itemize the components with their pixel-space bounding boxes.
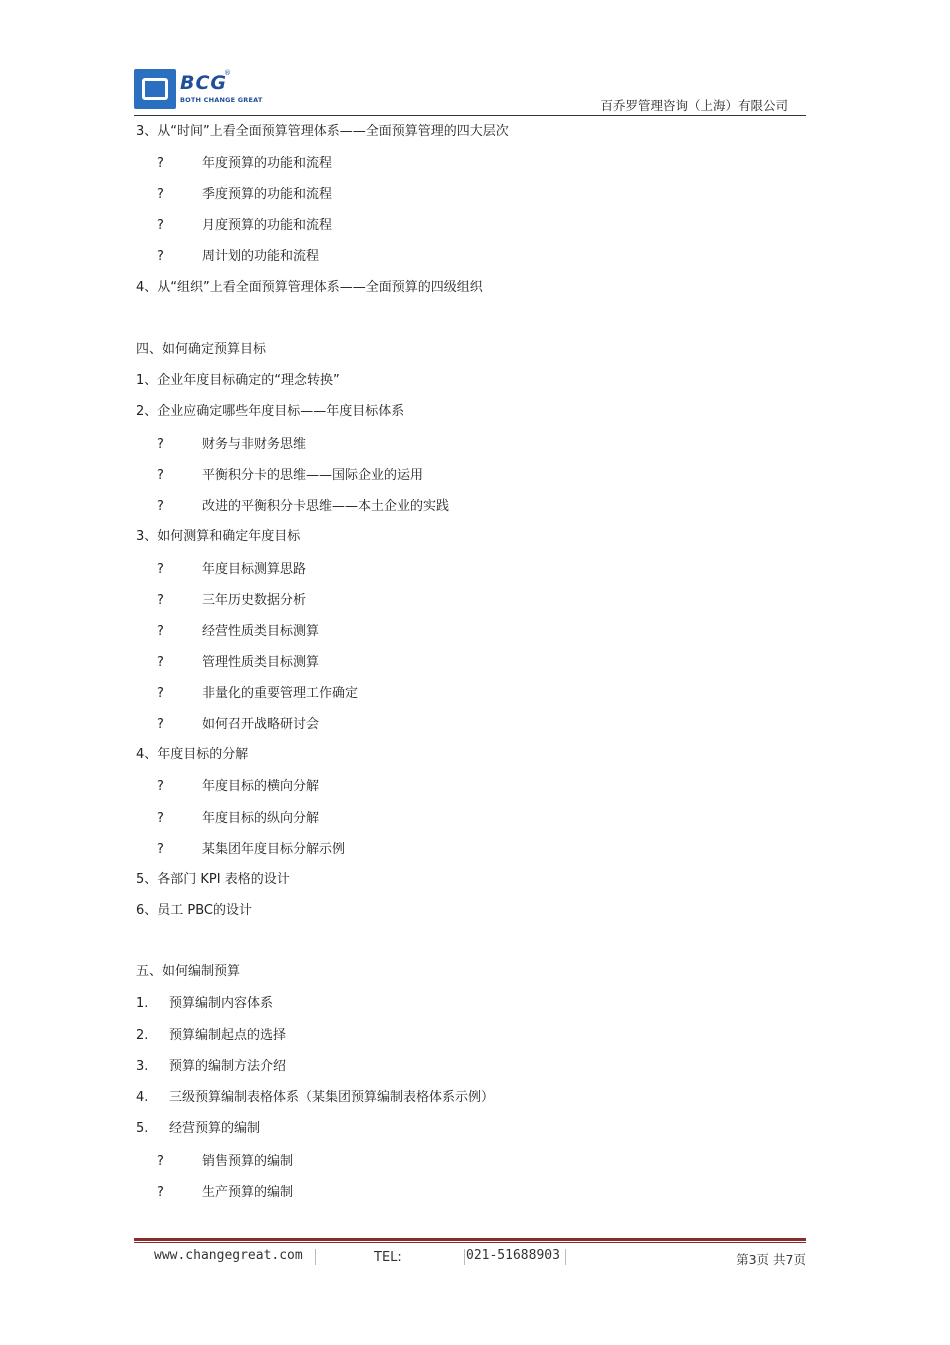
footer-phone: 021-51688903 [466, 1248, 560, 1263]
bullet-item: 月度预算的功能和流程 [202, 218, 333, 233]
bullet-item: 年度预算的功能和流程 [202, 156, 333, 171]
header-rule [134, 115, 806, 116]
bullet-mark: ? [157, 811, 164, 826]
bullet-mark: ? [157, 156, 164, 171]
bullet-item: 某集团年度目标分解示例 [202, 842, 346, 857]
logo-text: BCG [180, 72, 228, 94]
bullet-mark: ? [157, 187, 164, 202]
bullet-item: 年度目标测算思路 [202, 562, 307, 577]
bullet-mark: ? [157, 655, 164, 670]
bullet-mark: ? [157, 624, 164, 639]
bullet-item: 平衡积分卡的思维——国际企业的运用 [202, 468, 424, 483]
numbered-item: 经营预算的编制 [169, 1121, 261, 1136]
outline-item: 2、企业应确定哪些年度目标——年度目标体系 [136, 404, 405, 419]
bullet-mark: ? [157, 468, 164, 483]
outline-item: 5、各部门 KPI 表格的设计 [136, 872, 290, 887]
bullet-item: 生产预算的编制 [202, 1185, 294, 1200]
bullet-mark: ? [157, 717, 164, 732]
company-logo [134, 69, 270, 109]
footer-divider [315, 1249, 316, 1265]
bullet-item: 非量化的重要管理工作确定 [202, 686, 359, 701]
bullet-mark: ? [157, 1185, 164, 1200]
bullet-item: 三年历史数据分析 [202, 593, 307, 608]
bullet-mark: ? [157, 842, 164, 857]
company-name: 百乔罗管理咨询（上海）有限公司 [600, 98, 788, 113]
numbered-item: 预算编制内容体系 [169, 996, 274, 1011]
footer-rule-thin [134, 1242, 806, 1243]
outline-item: 6、员工 PBC的设计 [136, 903, 253, 918]
bullet-mark: ? [157, 1154, 164, 1169]
numbered-mark: 4. [136, 1090, 149, 1105]
bullet-mark: ? [157, 437, 164, 452]
bullet-mark: ? [157, 499, 164, 514]
footer-tel-label: TEL: [374, 1250, 402, 1265]
bullet-item: 如何召开战略研讨会 [202, 717, 320, 732]
numbered-mark: 3. [136, 1059, 149, 1074]
bullet-item: 周计划的功能和流程 [202, 249, 320, 264]
bullet-mark: ? [157, 779, 164, 794]
bullet-mark: ? [157, 249, 164, 264]
logo-mark-icon [134, 69, 176, 109]
logo-subtitle: BOTH CHANGE GREAT [180, 96, 263, 104]
numbered-mark: 5. [136, 1121, 149, 1136]
bullet-item: 季度预算的功能和流程 [202, 187, 333, 202]
bullet-item: 改进的平衡积分卡思维——本土企业的实践 [202, 499, 450, 514]
bullet-item: 管理性质类目标测算 [202, 655, 320, 670]
outline-item: 4、年度目标的分解 [136, 747, 249, 762]
bullet-item: 经营性质类目标测算 [202, 624, 320, 639]
section-heading: 五、如何编制预算 [136, 964, 241, 979]
bullet-mark: ? [157, 562, 164, 577]
bullet-mark: ? [157, 686, 164, 701]
outline-item: 3、从“时间”上看全面预算管理体系——全面预算管理的四大层次 [136, 124, 509, 139]
numbered-mark: 1. [136, 996, 149, 1011]
bullet-mark: ? [157, 218, 164, 233]
footer-website: www.changegreat.com [154, 1248, 303, 1263]
bullet-item: 年度目标的纵向分解 [202, 811, 320, 826]
numbered-item: 预算的编制方法介绍 [169, 1059, 287, 1074]
outline-item: 1、企业年度目标确定的“理念转换” [136, 373, 340, 388]
footer-rule [134, 1238, 806, 1241]
numbered-mark: 2. [136, 1028, 149, 1043]
bullet-item: 销售预算的编制 [202, 1154, 294, 1169]
outline-item: 4、从“组织”上看全面预算管理体系——全面预算的四级组织 [136, 280, 483, 295]
footer-divider [464, 1249, 465, 1265]
numbered-item: 预算编制起点的选择 [169, 1028, 287, 1043]
numbered-item: 三级预算编制表格体系（某集团预算编制表格体系示例） [169, 1090, 495, 1105]
section-heading: 四、如何确定预算目标 [136, 342, 267, 357]
logo-registered-mark: ® [224, 69, 231, 77]
bullet-item: 财务与非财务思维 [202, 437, 307, 452]
bullet-item: 年度目标的横向分解 [202, 779, 320, 794]
outline-item: 3、如何测算和确定年度目标 [136, 529, 301, 544]
footer-divider [565, 1249, 566, 1265]
page-number: 第3页 共7页 [736, 1252, 806, 1267]
bullet-mark: ? [157, 593, 164, 608]
